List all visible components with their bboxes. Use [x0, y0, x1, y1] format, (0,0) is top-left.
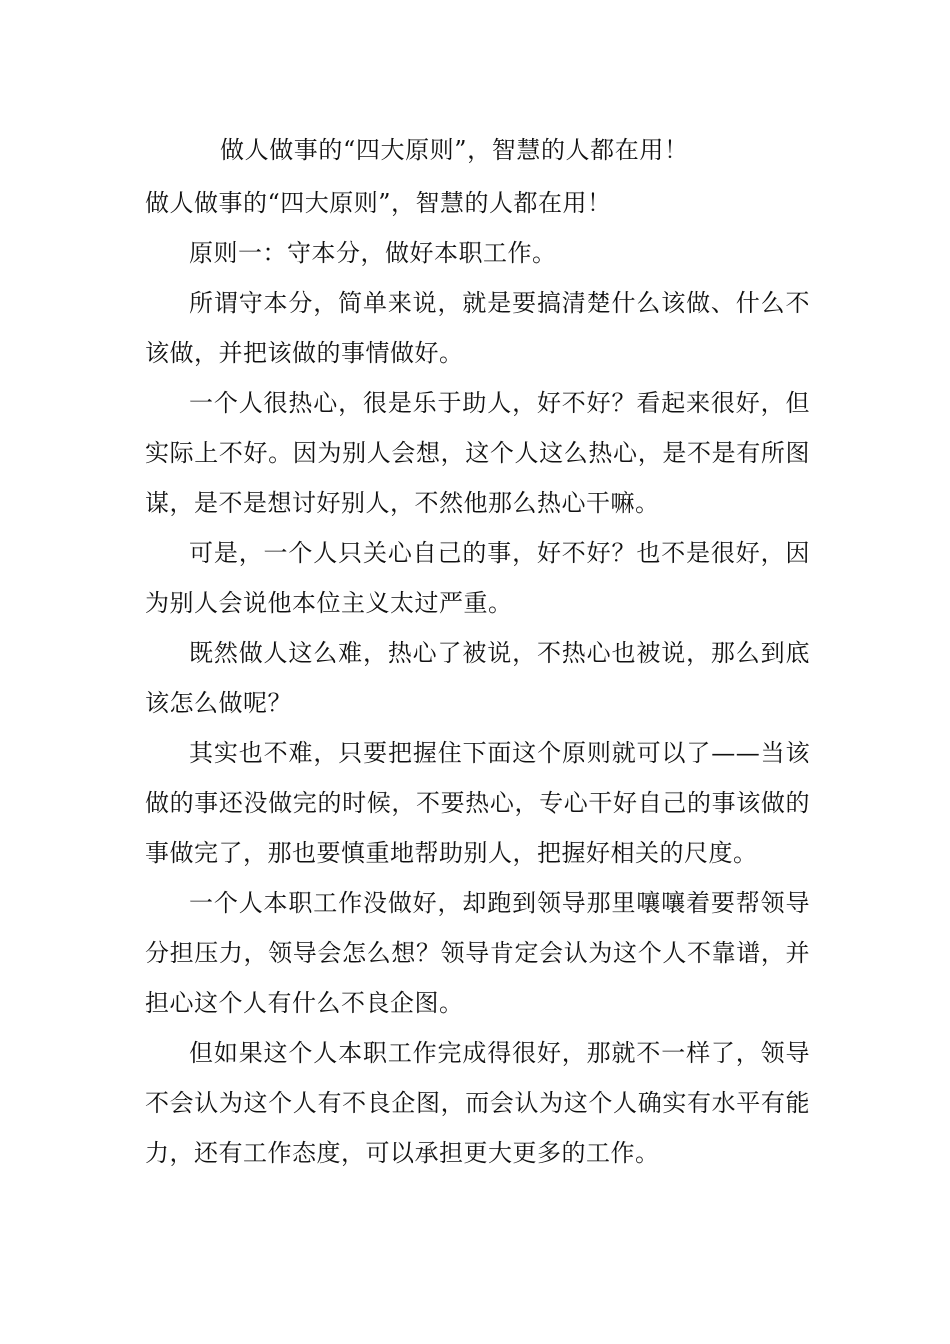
paragraph: 其实也不难，只要把握住下面这个原则就可以了——当该做的事还没做完的时候，不要热心，专心干好自己的事该做的事做完了，那也要慎重地帮助别人，把握好相关的尺度。: [145, 739, 810, 867]
paragraph: 一个人本职工作没做好，却跑到领导那里嚷嚷着要帮领导分担压力，领导会怎么想？领导肯定会认为这个人不靠谱，并担心这个人有什么不良企图。: [145, 889, 810, 1017]
paragraph: 做人做事的“四大原则”，智慧的人都在用！: [145, 189, 612, 217]
document-body: [145, 178, 810, 1178]
paragraph: 所谓守本分，简单来说，就是要搞清楚什么该做、什么不该做，并把该做的事情做好。: [145, 289, 810, 367]
paragraph: 既然做人这么难，热心了被说，不热心也被说，那么到底该怎么做呢？: [145, 639, 810, 717]
document-title: 做人做事的“四大原则”，智慧的人都在用！: [220, 136, 689, 164]
paragraph: 一个人很热心，很是乐于助人，好不好？看起来很好，但实际上不好。因为别人会想，这个人这么热心，是不是有所图谋，是不是想讨好别人，不然他那么热心干嘛。: [145, 389, 810, 517]
paragraph: 原则一：守本分，做好本职工作。: [189, 239, 557, 267]
paragraph: 可是，一个人只关心自己的事，好不好？也不是很好，因为别人会说他本位主义太过严重。: [145, 539, 810, 617]
paragraph: 但如果这个人本职工作完成得很好，那就不一样了，领导不会认为这个人有不良企图，而会认为这个人确实有水平有能力，还有工作态度，可以承担更大更多的工作。: [145, 1039, 810, 1167]
